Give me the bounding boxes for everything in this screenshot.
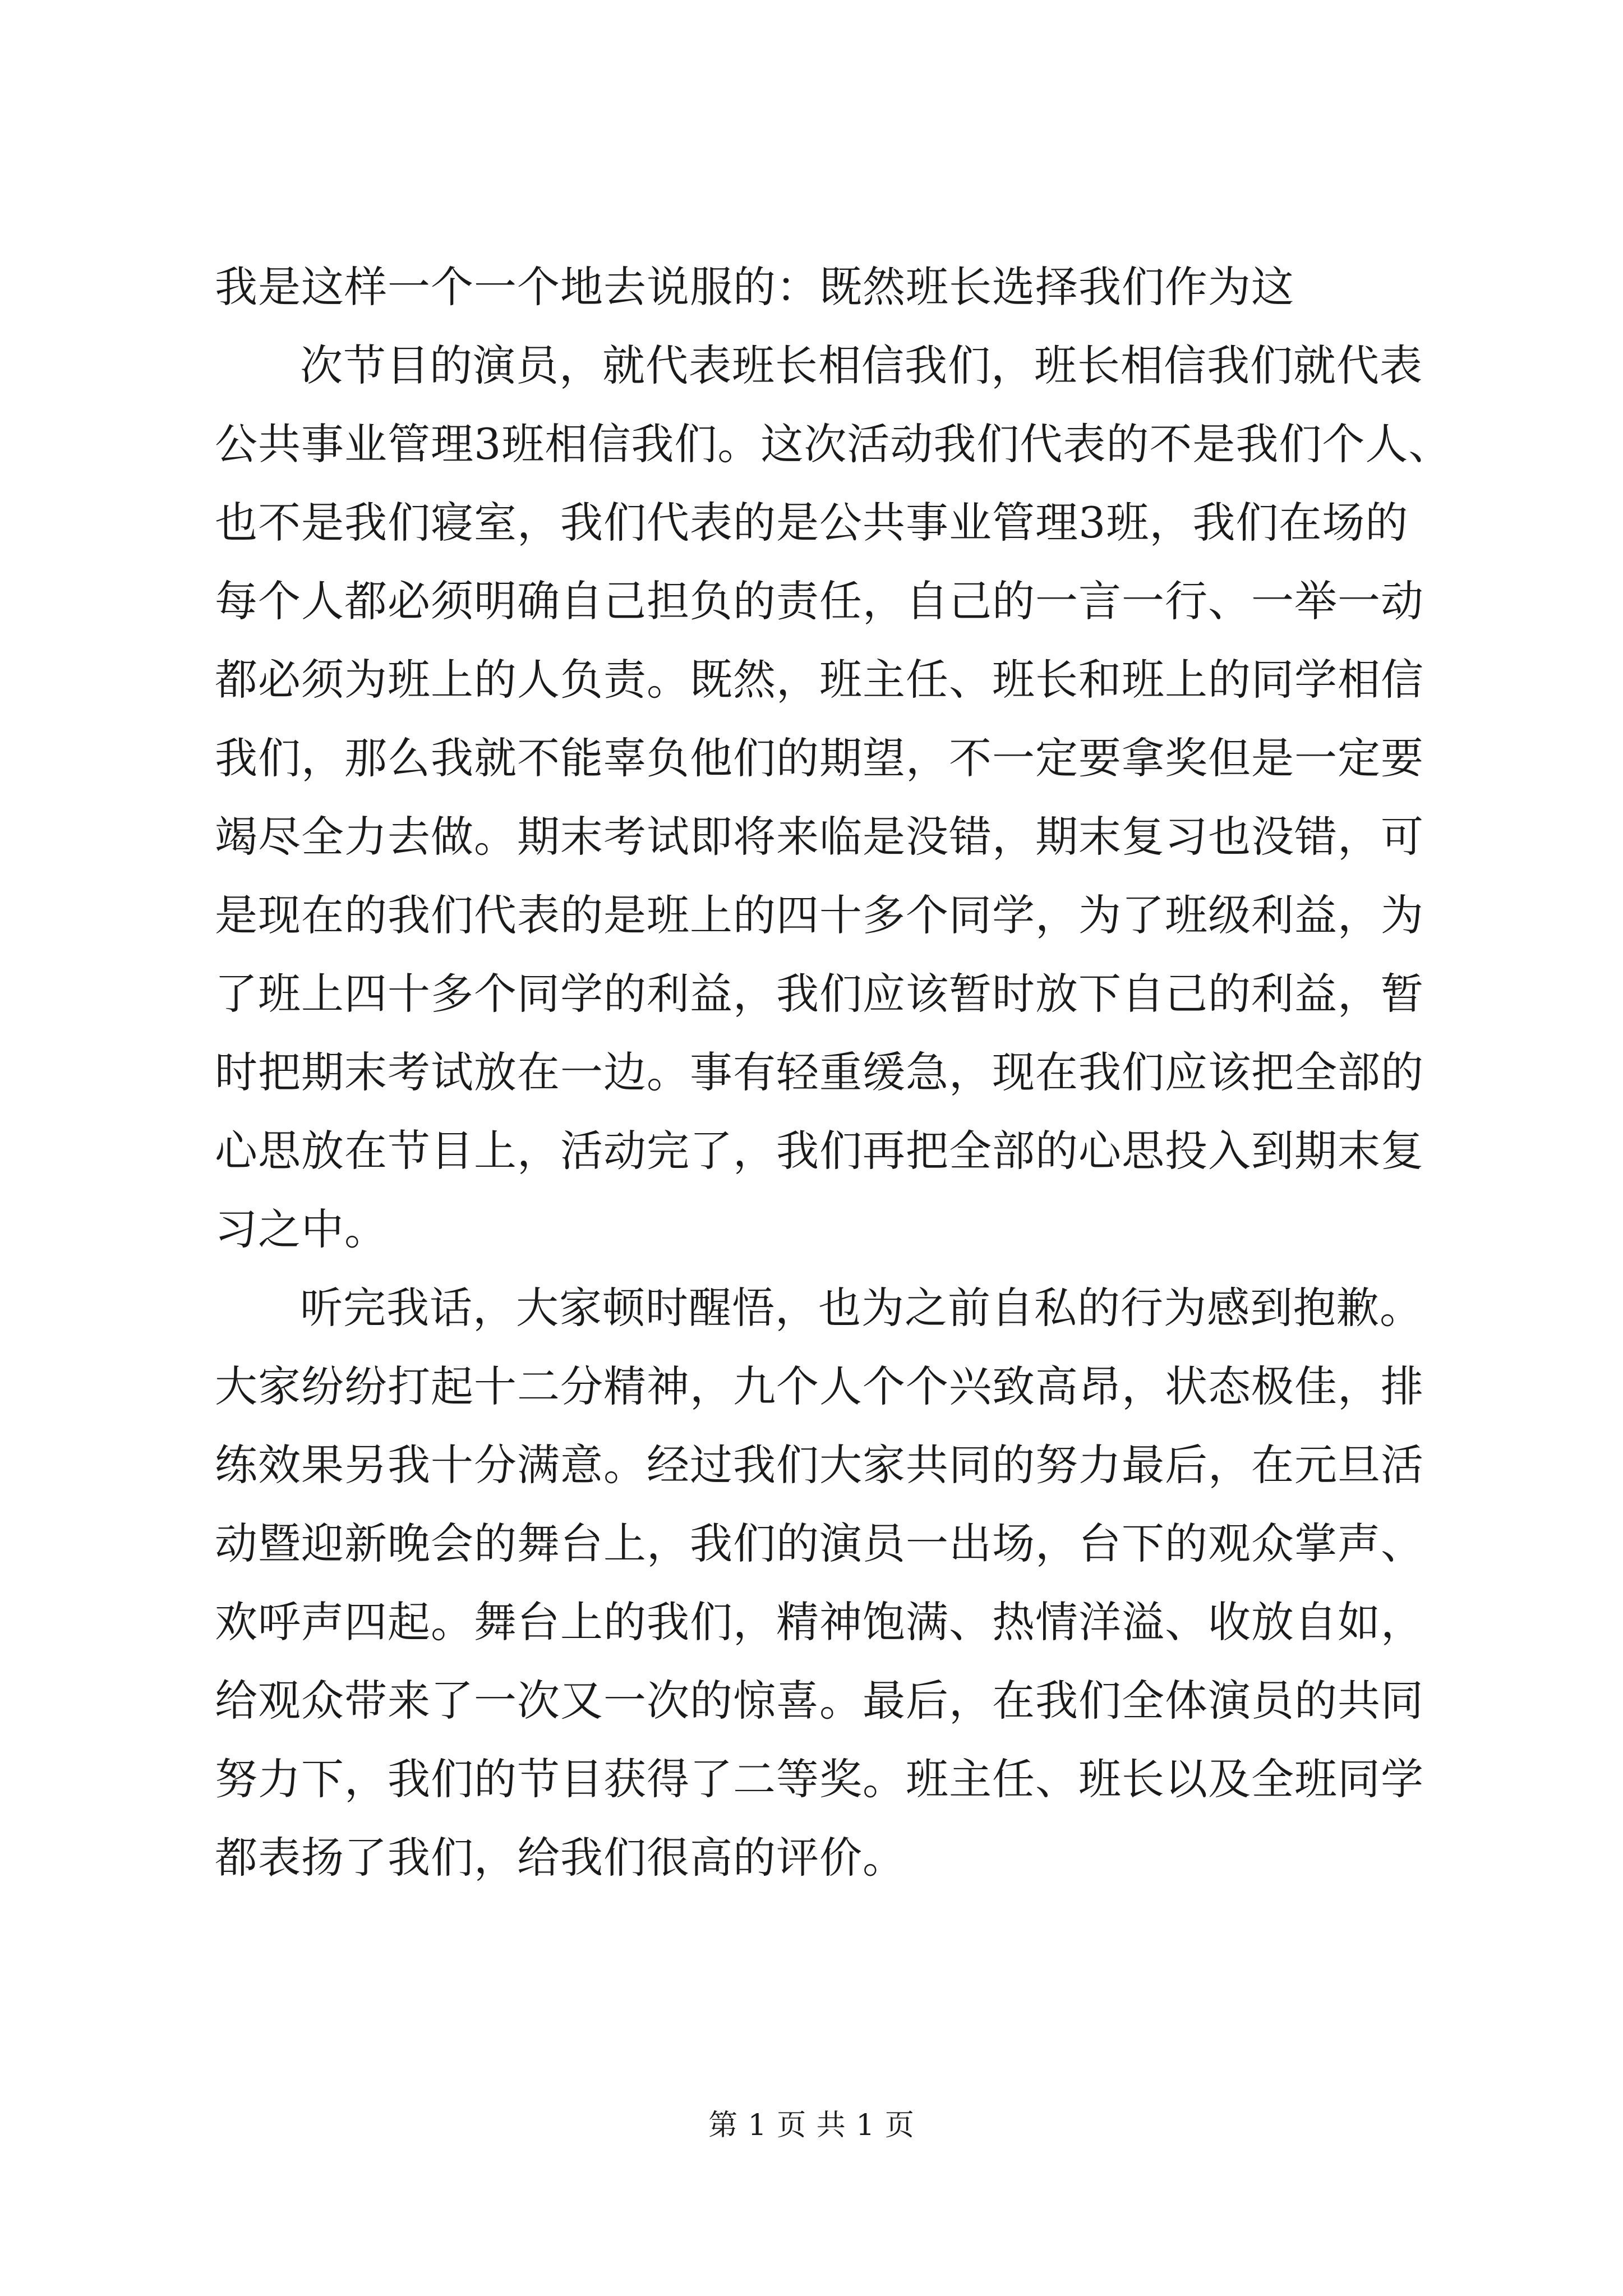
- body-line-5: 每个人都必须明确自己担负的责任，自己的一言一行、一举一动: [215, 576, 1424, 626]
- body-line-12: 心思放在节目上，活动完了，我们再把全部的心思投入到期末复: [215, 1126, 1424, 1176]
- body-line-10: 了班上四十多个同学的利益，我们应该暂时放下自己的利益，暂: [215, 969, 1424, 1019]
- body-line-19: 给观众带来了一次又一次的惊喜。最后，在我们全体演员的共同: [215, 1676, 1424, 1726]
- page-number-footer: 第 1 页 共 1 页: [708, 2109, 915, 2142]
- body-line-8: 竭尽全力去做。期末考试即将来临是没错，期末复习也没错，可: [215, 812, 1424, 862]
- body-line-1: 我是这样一个一个地去说服的：既然班长选择我们作为这: [215, 262, 1294, 312]
- body-line-21: 都表扬了我们，给我们很高的评价。: [215, 1833, 906, 1883]
- body-line-2: 次节目的演员，就代表班长相信我们，班长相信我们就代表: [300, 341, 1423, 390]
- body-line-7: 我们，那么我就不能辜负他们的期望，不一定要拿奖但是一定要: [215, 733, 1424, 783]
- body-line-4: 也不是我们寝室，我们代表的是公共事业管理3班，我们在场的: [215, 498, 1409, 547]
- body-line-9: 是现在的我们代表的是班上的四十多个同学，为了班级利益，为: [215, 890, 1424, 940]
- body-line-18: 欢呼声四起。舞台上的我们，精神饱满、热情洋溢、收放自如，: [215, 1597, 1424, 1647]
- body-line-13: 习之中。: [215, 1204, 388, 1254]
- body-line-15: 大家纷纷打起十二分精神，九个人个个兴致高昂，状态极佳，排: [215, 1361, 1424, 1411]
- body-line-16: 练效果另我十分满意。经过我们大家共同的努力最后，在元旦活: [215, 1440, 1424, 1490]
- body-line-14: 听完我话，大家顿时醒悟，也为之前自私的行为感到抱歉。: [300, 1283, 1423, 1333]
- body-line-3: 公共事业管理3班相信我们。这次活动我们代表的不是我们个人、: [215, 419, 1452, 469]
- document-body: [215, 262, 1452, 1913]
- body-line-20: 努力下，我们的节目获得了二等奖。班主任、班长以及全班同学: [215, 1754, 1424, 1804]
- body-line-11: 时把期末考试放在一边。事有轻重缓急，现在我们应该把全部的: [215, 1047, 1424, 1097]
- body-line-6: 都必须为班上的人负责。既然，班主任、班长和班上的同学相信: [215, 655, 1424, 705]
- body-line-17: 动暨迎新晚会的舞台上，我们的演员一出场，台下的观众掌声、: [215, 1519, 1424, 1568]
